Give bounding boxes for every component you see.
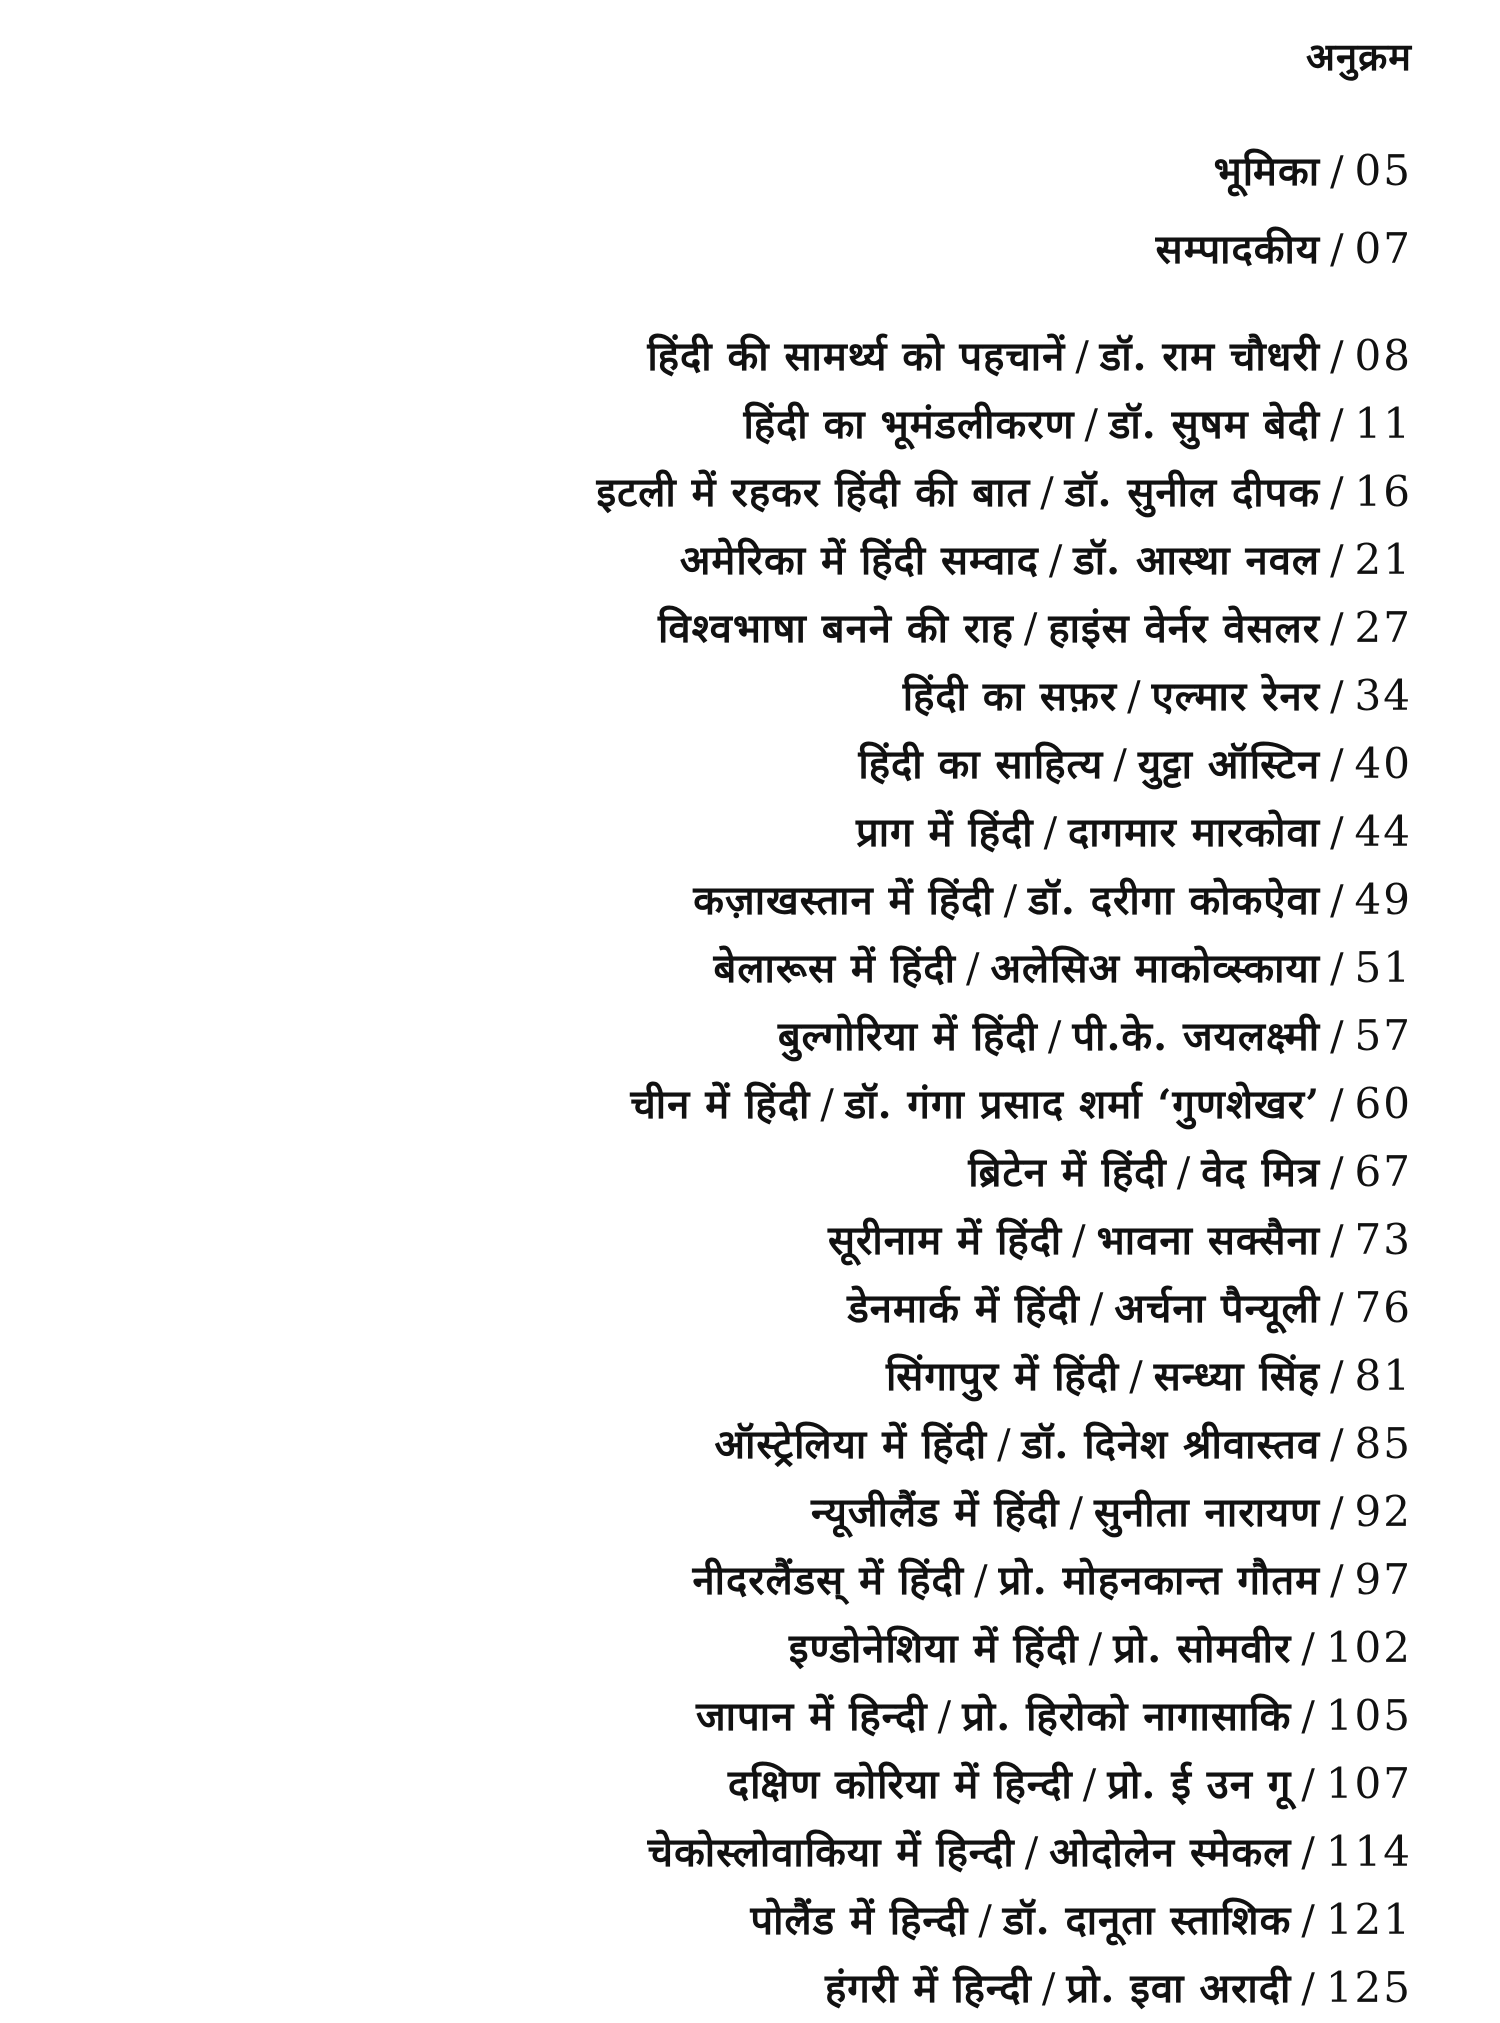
separator: / — [1129, 1354, 1144, 1400]
entry-title: इटली में रहकर हिंदी की बात — [596, 469, 1031, 516]
separator: / — [1127, 674, 1142, 720]
page-number: 121 — [1325, 1895, 1412, 1944]
entry-title: हंगरी में हिन्दी — [825, 1965, 1032, 2012]
separator: / — [997, 1422, 1012, 1468]
page-number: 27 — [1354, 603, 1412, 652]
separator: / — [1047, 1014, 1063, 1060]
separator: / — [1176, 1150, 1192, 1196]
page-number: 11 — [1354, 399, 1412, 448]
entry-author: डॉ. सुषम बेदी — [1109, 401, 1321, 448]
page-number: 08 — [1354, 331, 1412, 380]
separator: / — [1330, 1490, 1345, 1536]
entry-author: डॉ. गंगा प्रसाद शर्मा ‘गुणशेखर’ — [844, 1081, 1321, 1128]
separator: / — [1330, 1422, 1345, 1468]
page-number: 05 — [1354, 146, 1412, 195]
separator: / — [1330, 946, 1345, 992]
entry-author: डॉ. सुनील दीपक — [1064, 469, 1321, 516]
toc-entry — [32, 866, 1412, 934]
entry-title: ब्रिटेन में हिंदी — [968, 1149, 1167, 1196]
entry-title: प्राग में हिंदी — [855, 809, 1034, 856]
separator: / — [1330, 538, 1345, 584]
entry-title: इण्डोनेशिया में हिंदी — [788, 1625, 1079, 1672]
page-number: 102 — [1325, 1623, 1412, 1672]
page-number: 44 — [1354, 807, 1412, 856]
entry-author: वेद मित्र — [1201, 1149, 1321, 1196]
separator: / — [1301, 1898, 1316, 1944]
separator: / — [978, 1898, 993, 1944]
entry-title: न्यूजीलैंड में हिंदी — [810, 1489, 1060, 1536]
toc-entry — [32, 1342, 1412, 1410]
page-number: 76 — [1354, 1283, 1412, 1332]
page-number: 107 — [1325, 1759, 1412, 1808]
toc-entry — [32, 662, 1412, 730]
separator: / — [1330, 742, 1345, 788]
separator: / — [1330, 402, 1345, 448]
separator: / — [1330, 1150, 1345, 1196]
page-number: 40 — [1354, 739, 1412, 788]
separator: / — [1041, 1966, 1057, 2012]
entry-author: प्रो. इवा अरादी — [1066, 1965, 1292, 2012]
separator: / — [1330, 1218, 1345, 1264]
toc-entry — [32, 1682, 1412, 1750]
toc-entry — [32, 1138, 1412, 1206]
toc-entry — [32, 322, 1412, 390]
toc-entry — [32, 798, 1412, 866]
entry-author: युट्टा ऑस्टिन — [1137, 741, 1321, 788]
separator: / — [1043, 810, 1059, 856]
toc-entry — [32, 1478, 1412, 1546]
toc-entry — [32, 594, 1412, 662]
separator: / — [1040, 470, 1055, 516]
toc-list — [32, 132, 1412, 2022]
page-number: 57 — [1354, 1011, 1412, 1060]
entry-title: सूरीनाम में हिंदी — [827, 1217, 1063, 1264]
entry-author: डॉ. दिनेश श्रीवास्तव — [1021, 1421, 1321, 1468]
entry-author: सन्ध्या सिंह — [1153, 1353, 1321, 1400]
entry-title: हिंदी का भूमंडलीकरण — [743, 401, 1075, 448]
entry-author: पी.के. जयलक्ष्मी — [1072, 1013, 1321, 1060]
toc-entry — [32, 934, 1412, 1002]
separator: / — [974, 1558, 989, 1604]
toc-entry — [32, 390, 1412, 458]
entry-author: सुनीता नारायण — [1093, 1489, 1321, 1536]
separator: / — [1330, 1082, 1345, 1128]
entry-author: प्रो. सोमवीर — [1113, 1625, 1292, 1672]
page-number: 81 — [1354, 1351, 1412, 1400]
entry-title: ऑस्ट्रेलिया में हिंदी — [714, 1421, 988, 1468]
entry-title: सम्पादकीय — [1155, 226, 1321, 273]
entry-title: डेनमार्क में हिंदी — [847, 1285, 1080, 1332]
separator: / — [1330, 334, 1345, 380]
entry-title: जापान में हिन्दी — [695, 1693, 928, 1740]
entry-title: चेकोस्लोवाकिया में हिन्दी — [647, 1829, 1015, 1876]
separator: / — [1003, 878, 1019, 924]
entry-title: भूमिका — [1213, 148, 1321, 195]
page-number: 97 — [1354, 1555, 1412, 1604]
toc-entry — [32, 1546, 1412, 1614]
toc-entry-intro — [32, 210, 1412, 288]
page-number: 85 — [1354, 1419, 1412, 1468]
separator: / — [1023, 606, 1039, 652]
separator: / — [1084, 402, 1099, 448]
toc-entry — [32, 1818, 1412, 1886]
entry-title: हिंदी का सफ़र — [902, 673, 1118, 720]
separator: / — [965, 946, 981, 992]
entry-author: एल्मार रेनर — [1151, 673, 1321, 720]
toc-entry — [32, 1206, 1412, 1274]
separator: / — [1301, 1626, 1316, 1672]
entry-title: पोलैंड में हिन्दी — [750, 1897, 969, 1944]
toc-entry — [32, 730, 1412, 798]
separator: / — [1330, 1286, 1345, 1332]
separator: / — [937, 1694, 953, 1740]
entry-author: अलेसिअ माकोव्स्काया — [990, 945, 1321, 992]
entry-title: हिंदी की सामर्थ्य को पहचानें — [647, 333, 1066, 380]
entry-author: प्रो. हिरोको नागासाकि — [962, 1693, 1292, 1740]
toc-heading: अनुक्रम — [1305, 34, 1412, 79]
toc-entry — [32, 526, 1412, 594]
separator: / — [1301, 1762, 1316, 1808]
toc-entry — [32, 1070, 1412, 1138]
separator: / — [1072, 1218, 1087, 1264]
page-number: 67 — [1354, 1147, 1412, 1196]
separator: / — [1330, 149, 1345, 195]
separator: / — [1024, 1830, 1040, 1876]
toc-entry — [32, 458, 1412, 526]
separator: / — [1330, 878, 1345, 924]
entry-title: चीन में हिंदी — [630, 1081, 811, 1128]
separator: / — [1330, 810, 1345, 856]
separator: / — [1075, 334, 1090, 380]
separator: / — [1048, 538, 1064, 584]
separator: / — [1082, 1762, 1098, 1808]
separator: / — [1089, 1286, 1105, 1332]
toc-entry — [32, 1954, 1412, 2022]
toc-entry — [32, 1274, 1412, 1342]
page-number: 34 — [1354, 671, 1412, 720]
page-number: 105 — [1325, 1691, 1412, 1740]
separator: / — [1301, 1966, 1316, 2012]
entry-title: बेलारूस में हिंदी — [713, 945, 956, 992]
entry-title: हिंदी का साहित्य — [858, 741, 1104, 788]
entry-author: डॉ. दानूता स्ताशिक — [1002, 1897, 1292, 1944]
separator: / — [1301, 1694, 1316, 1740]
separator: / — [1113, 742, 1128, 788]
separator: / — [1330, 1014, 1345, 1060]
entry-author: अर्चना पैन्यूली — [1114, 1285, 1321, 1332]
entry-title: नीदरलैंडस् में हिंदी — [692, 1557, 965, 1604]
page-number: 16 — [1354, 467, 1412, 516]
page-number: 125 — [1325, 1963, 1412, 2012]
toc-entry — [32, 1886, 1412, 1954]
separator: / — [1330, 1558, 1345, 1604]
separator: / — [1088, 1626, 1104, 1672]
entry-title: सिंगापुर में हिंदी — [885, 1353, 1120, 1400]
entry-title: विश्वभाषा बनने की राह — [658, 605, 1014, 652]
entry-author: डॉ. आस्था नवल — [1073, 537, 1321, 584]
separator: / — [1330, 674, 1345, 720]
separator: / — [1330, 227, 1345, 273]
entry-title: कज़ाखस्तान में हिंदी — [693, 877, 994, 924]
entry-author: डॉ. राम चौधरी — [1099, 333, 1321, 380]
separator: / — [1330, 606, 1345, 652]
entry-author: प्रो. मोहनकान्त गौतम — [998, 1557, 1321, 1604]
separator: / — [1330, 1354, 1345, 1400]
toc-entry — [32, 1410, 1412, 1478]
entry-author: भावना सक्सैना — [1096, 1217, 1321, 1264]
entry-author: ओदोलेन स्मेकल — [1049, 1829, 1292, 1876]
entry-author: डॉ. दरीगा कोकऐवा — [1028, 877, 1321, 924]
separator: / — [1301, 1830, 1316, 1876]
entry-author: दागमार मारकोवा — [1068, 809, 1321, 856]
page-number: 114 — [1325, 1827, 1412, 1876]
separator: / — [820, 1082, 835, 1128]
page-number: 51 — [1354, 943, 1412, 992]
toc-entry — [32, 1750, 1412, 1818]
entry-author: प्रो. ई उन गू — [1107, 1761, 1292, 1808]
separator: / — [1069, 1490, 1084, 1536]
page-number: 21 — [1354, 535, 1412, 584]
separator: / — [1330, 470, 1345, 516]
page-number: 60 — [1354, 1079, 1412, 1128]
entry-title: बुल्गोरिया में हिंदी — [777, 1013, 1038, 1060]
entry-title: दक्षिण कोरिया में हिन्दी — [727, 1761, 1073, 1808]
toc-entry — [32, 1614, 1412, 1682]
page-number: 92 — [1354, 1487, 1412, 1536]
page-number: 49 — [1354, 875, 1412, 924]
toc-entry-intro — [32, 132, 1412, 210]
entry-title: अमेरिका में हिंदी सम्वाद — [679, 537, 1039, 584]
page-number: 07 — [1354, 224, 1412, 273]
toc-entry — [32, 1002, 1412, 1070]
entry-author: हाइंस वेर्नर वेसलर — [1048, 605, 1321, 652]
page-number: 73 — [1354, 1215, 1412, 1264]
